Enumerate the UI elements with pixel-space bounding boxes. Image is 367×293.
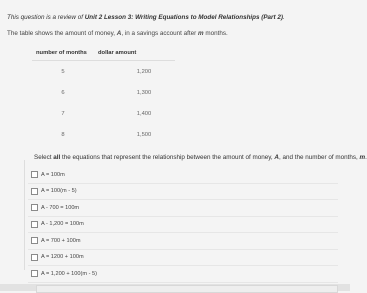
option-label: A = 700 + 100m [41,237,81,244]
bottom-panel [36,285,338,293]
checkbox[interactable] [31,171,38,178]
prompt-part: Select [34,154,54,161]
answer-options [28,167,338,283]
answer-option[interactable] [28,233,338,250]
desc-part: months. [203,30,228,37]
lesson-reference: Unit 2 Lesson 3: Writing Equations to Model Relationships (Part 2) [84,14,283,21]
intro-suffix: . [282,14,285,21]
question-prompt [34,154,367,161]
answer-option[interactable] [28,250,338,267]
months-cell: 7 [61,110,65,117]
var-m: m [359,154,366,161]
checkbox[interactable] [31,221,38,228]
table-row [32,61,175,83]
prompt-all: all [53,154,61,161]
amount-cell: 1,300 [136,89,152,96]
checkbox[interactable] [31,204,38,211]
months-cell: 8 [61,131,65,138]
intro-text [7,14,285,21]
answer-option[interactable] [28,184,338,201]
answer-option[interactable] [28,167,338,184]
divider [24,160,25,270]
desc-part: , in a savings account after [121,30,199,37]
amount-cell: 1,400 [136,110,152,117]
answer-option[interactable] [28,266,338,283]
var-a: A [274,154,279,161]
desc-part: The table shows the amount of money, [7,30,117,37]
amount-cell: 1,200 [136,68,152,75]
table-row [32,124,175,145]
option-label: A = 1,200 + 100(m - 5) [41,270,97,277]
option-label: A - 700 = 100m [41,204,80,211]
checkbox[interactable] [31,237,38,244]
problem-description [7,30,228,37]
var-m: m [198,30,204,37]
answer-option[interactable] [28,217,338,234]
option-label: A - 1,200 = 100m [41,221,84,228]
intro-prefix: This question is a review of [7,14,85,21]
bottom-bar [0,284,350,291]
option-label: A = 100m [41,171,65,178]
answer-option[interactable] [28,200,338,217]
prompt-part: . [365,154,367,161]
months-cell: 6 [61,89,65,96]
amount-cell: 1,500 [136,131,152,138]
option-label: A = 100(m - 5) [41,188,77,195]
data-table [32,45,175,145]
prompt-part: the equations that represent the relationship between the amount of money, [60,154,275,161]
table-row [32,82,175,103]
checkbox[interactable] [31,188,38,195]
checkbox[interactable] [31,270,38,277]
var-a: A [116,30,122,37]
table-row [32,103,175,124]
option-label: A = 1200 + 100m [41,254,84,261]
table-header-row [32,45,175,61]
checkbox[interactable] [31,254,38,261]
months-cell: 5 [61,68,65,75]
header-amount: dollar amount [94,45,175,61]
header-months: number of months [32,45,94,61]
prompt-part: , and the number of months, [278,154,360,161]
